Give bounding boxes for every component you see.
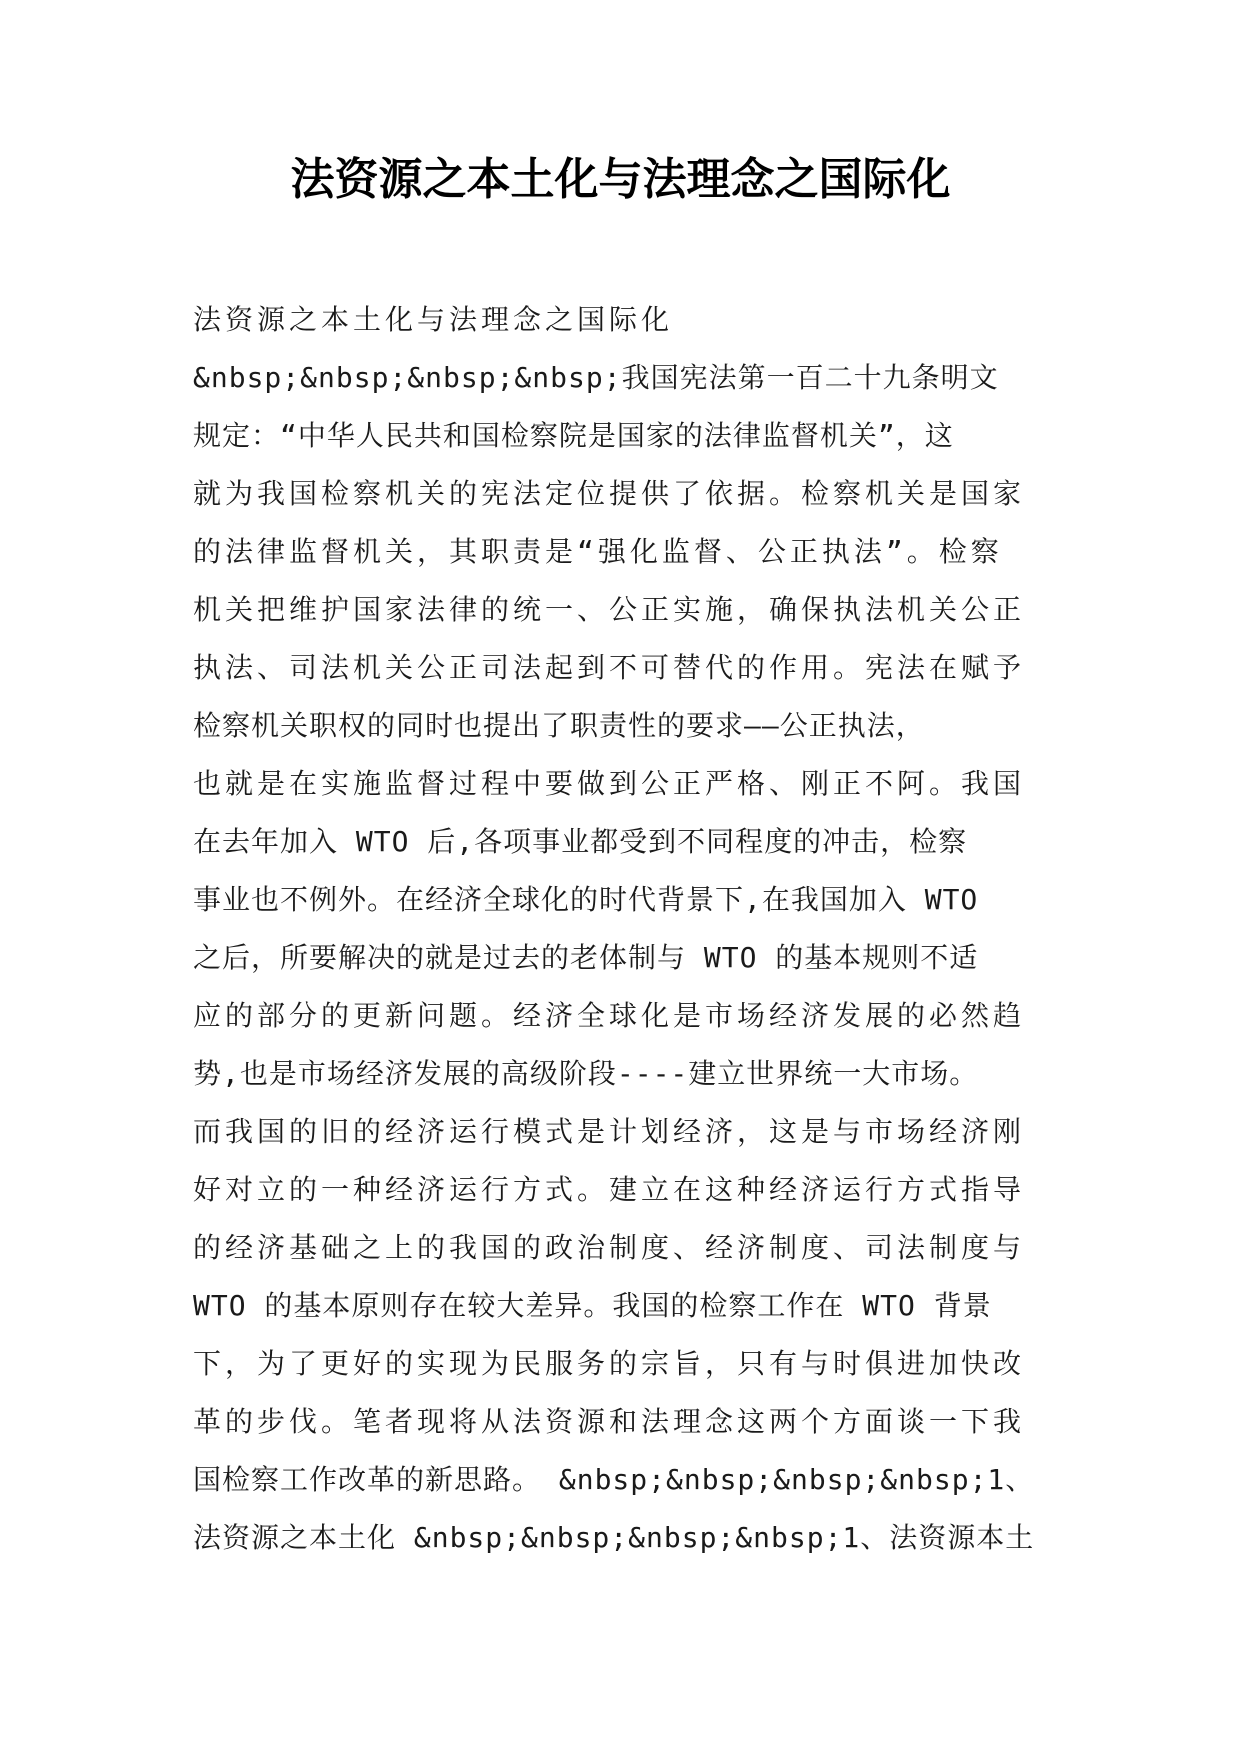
body-line: 应的部分的更新问题。经济全球化是市场经济发展的必然趋 [193, 999, 1026, 1032]
document-body [193, 291, 1073, 1567]
body-line: 势,也是市场经济发展的高级阶段----建立世界统一大市场。 [193, 1057, 979, 1090]
body-line: 就为我国检察机关的宪法定位提供了依据。检察机关是国家 [193, 477, 1026, 510]
body-line: 的法律监督机关，其职责是“强化监督、公正执法”。检察 [193, 535, 1003, 568]
body-line: 之后，所要解决的就是过去的老体制与 WTO 的基本规则不适 [193, 941, 979, 974]
document-title: 法资源之本土化与法理念之国际化 [290, 154, 951, 205]
body-line: 国检察工作改革的新思路。 &nbsp;&nbsp;&nbsp;&nbsp;1、 [193, 1463, 1035, 1496]
body-line: &nbsp;&nbsp;&nbsp;&nbsp;我国宪法第一百二十九条明文 [193, 361, 999, 394]
body-line: 执法、司法机关公正司法起到不可替代的作用。宪法在赋予 [193, 651, 1026, 684]
body-line: 革的步伐。笔者现将从法资源和法理念这两个方面谈一下我 [193, 1405, 1026, 1438]
body-line: 在去年加入 WTO 后,各项事业都受到不同程度的冲击，检察 [193, 825, 968, 858]
body-line: WTO 的基本原则存在较大差异。我国的检察工作在 WTO 背景 [193, 1289, 992, 1322]
body-line: 也就是在实施监督过程中要做到公正严格、刚正不阿。我国 [193, 767, 1026, 800]
body-line: 机关把维护国家法律的统一、公正实施，确保执法机关公正 [193, 593, 1026, 626]
body-line: 的经济基础之上的我国的政治制度、经济制度、司法制度与 [193, 1231, 1026, 1264]
body-line: 下，为了更好的实现为民服务的宗旨，只有与时俱进加快改 [193, 1347, 1026, 1380]
body-line: 好对立的一种经济运行方式。建立在这种经济运行方式指导 [193, 1173, 1026, 1206]
body-line: 检察机关职权的同时也提出了职责性的要求——公正执法， [193, 709, 925, 742]
body-line: 而我国的旧的经济运行模式是计划经济，这是与市场经济刚 [193, 1115, 1026, 1148]
body-line: 事业也不例外。在经济全球化的时代背景下,在我国加入 WTO [193, 883, 979, 916]
body-line: 规定：“中华人民共和国检察院是国家的法律监督机关”，这 [193, 419, 954, 452]
body-line: 法资源之本土化 &nbsp;&nbsp;&nbsp;&nbsp;1、法资源本土 [193, 1521, 1035, 1554]
body-line: 法资源之本土化与法理念之国际化 [193, 303, 674, 336]
